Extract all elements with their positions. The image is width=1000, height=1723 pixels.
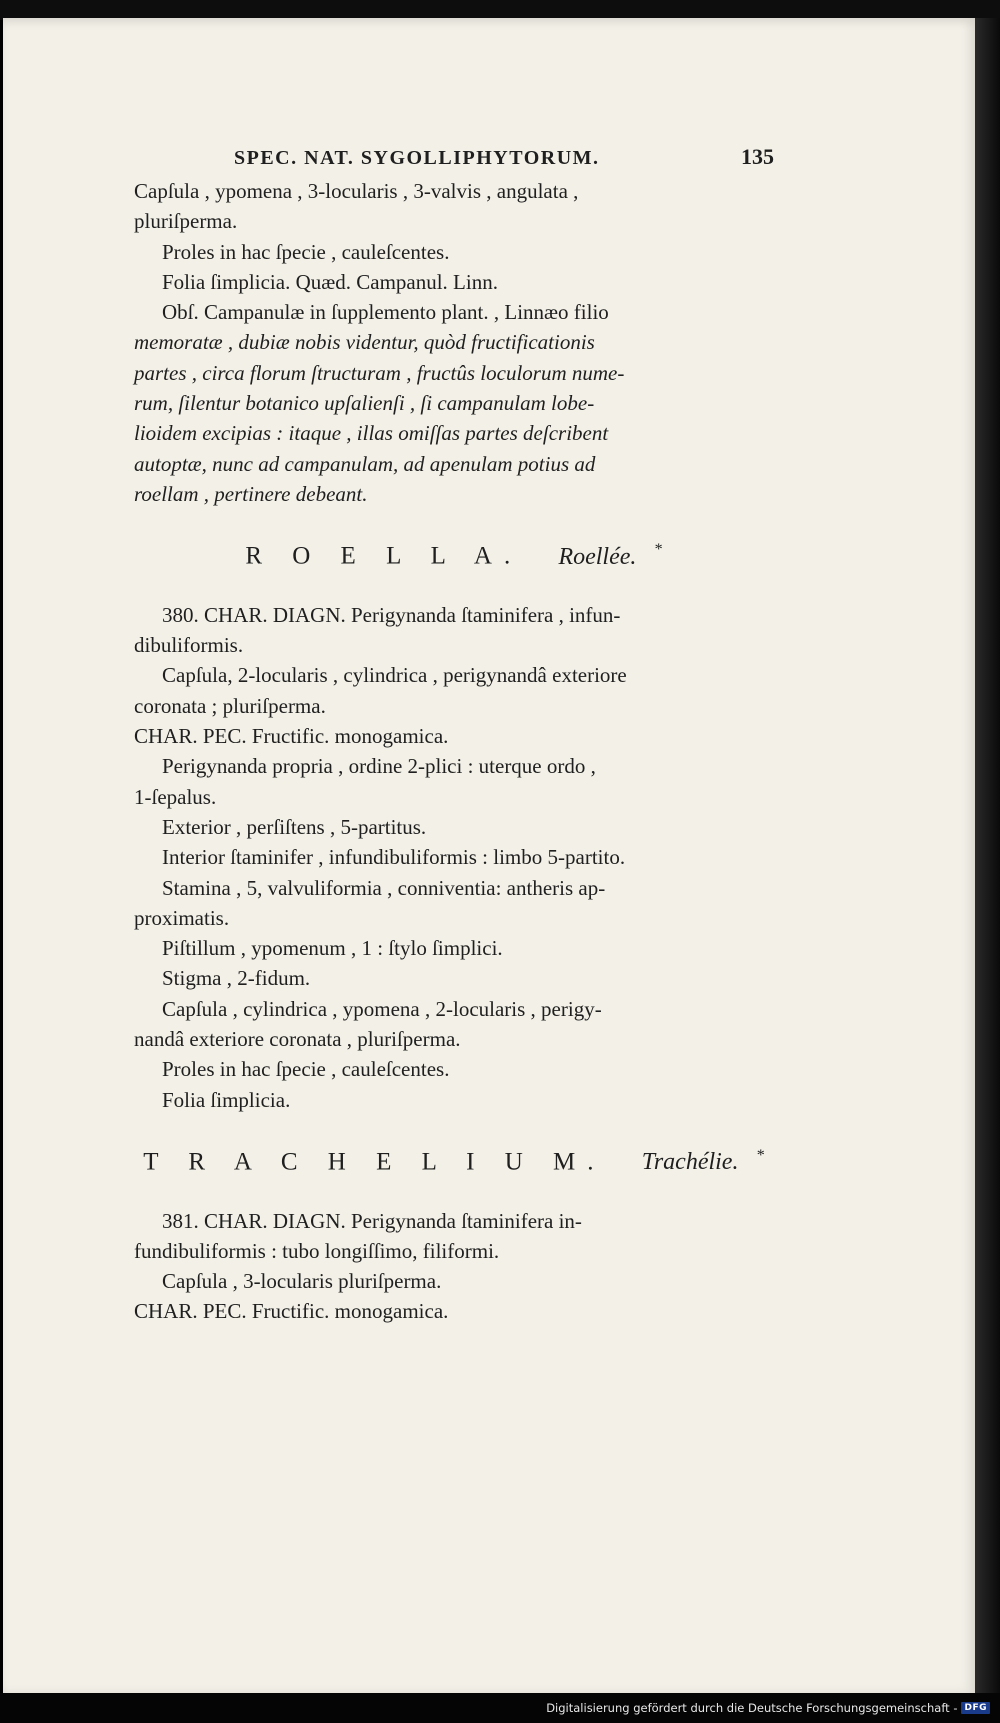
genus-name: R O E L L A. bbox=[245, 542, 523, 570]
text-line: 1-ſepalus. bbox=[134, 784, 217, 809]
text-line: Exterior , perſiſtens , 5-partitus. bbox=[162, 814, 427, 839]
credit-text: Digitalisierung gefördert durch die Deutsche Forschungsgemeinschaft - bbox=[546, 1701, 958, 1715]
text-line: lioidem excipias : itaque , illas omiſſas partes deſcribent bbox=[134, 421, 609, 446]
text-line: partes , circa florum ſtructuram , fructûs loculorum nume- bbox=[134, 360, 625, 385]
page-text bbox=[134, 142, 774, 1327]
text-line: Proles in hac ſpecie , cauleſcentes. bbox=[162, 239, 450, 264]
text-line: memoratæ , dubiæ nobis videntur, quòd fructificationis bbox=[134, 330, 595, 355]
genus-common-name: Roellée. bbox=[558, 543, 637, 570]
genus-common-name: Trachélie. bbox=[641, 1149, 739, 1176]
page-number: 135 bbox=[741, 144, 774, 169]
genus-asterisk: * bbox=[654, 541, 663, 559]
scan-top-edge bbox=[0, 0, 1000, 20]
text-line: Folia ſimplicia. bbox=[162, 1087, 291, 1112]
genus-asterisk: * bbox=[756, 1146, 765, 1164]
text-line: roellam , pertinere debeant. bbox=[134, 481, 368, 506]
text-line: Interior ſtaminifer , infundibuliformis : limbo 5-partito. bbox=[162, 845, 626, 870]
text-line: Piſtillum , ypomenum , 1 : ſtylo ſimplici. bbox=[162, 936, 503, 961]
text-line: pluriſperma. bbox=[134, 209, 238, 234]
text-line: coronata ; pluriſperma. bbox=[134, 693, 326, 718]
genus-name: T R A C H E L I U M. bbox=[143, 1148, 606, 1176]
text-line: proximatis. bbox=[134, 905, 230, 930]
text-line: 381. CHAR. DIAGN. Perigynanda ſtaminifera in- bbox=[162, 1208, 582, 1233]
dfg-logo: DFG bbox=[961, 1702, 990, 1714]
text-line: Capſula , 3-locularis pluriſperma. bbox=[162, 1269, 442, 1294]
text-line: Obſ. Campanulæ in ſupplemento plant. , Linnæo filio bbox=[162, 300, 609, 325]
text-line: CHAR. PEC. Fructific. monogamica. bbox=[134, 724, 449, 749]
genus-heading-trachelium bbox=[134, 1141, 774, 1178]
running-header-title: SPEC. NAT. SYGOLLIPHYTORUM. bbox=[234, 147, 600, 169]
text-line: CHAR. PEC. Fructific. monogamica. bbox=[134, 1299, 449, 1324]
text-line: Capſula , cylindrica , ypomena , 2-locularis , perigy- bbox=[162, 996, 602, 1021]
text-line: 380. CHAR. DIAGN. Perigynanda ſtaminifera , infun- bbox=[162, 602, 621, 627]
page-gutter-shadow bbox=[975, 18, 1000, 1693]
text-line: autoptæ, nunc ad campanulam, ad apenulam potius ad bbox=[134, 451, 596, 476]
text-line: rum, ſilentur botanico upſalienſi , ſi campanulam lobe- bbox=[134, 391, 595, 416]
text-line: Stigma , 2-fidum. bbox=[162, 966, 311, 991]
text-line: dibuliformis. bbox=[134, 633, 244, 658]
text-line: Proles in hac ſpecie , cauleſcentes. bbox=[162, 1057, 450, 1082]
running-header bbox=[134, 142, 774, 176]
text-line: Perigynanda propria , ordine 2-plici : uterque ordo , bbox=[162, 754, 596, 779]
digitization-credit bbox=[546, 1701, 990, 1715]
text-line: nandâ exteriore coronata , pluriſperma. bbox=[134, 1027, 461, 1052]
text-line: Capſula , ypomena , 3-locularis , 3-valvis , angulata , bbox=[134, 179, 579, 203]
text-line: fundibuliformis : tubo longiſſimo, filiformi. bbox=[134, 1238, 500, 1263]
text-line: Capſula, 2-locularis , cylindrica , perigynandâ exteriore bbox=[162, 663, 627, 688]
genus-heading-roella bbox=[134, 535, 774, 572]
text-line: Folia ſimplicia. Quæd. Campanul. Linn. bbox=[162, 269, 498, 294]
text-line: Stamina , 5, valvuliformia , conniventia: antheris ap- bbox=[162, 875, 606, 900]
